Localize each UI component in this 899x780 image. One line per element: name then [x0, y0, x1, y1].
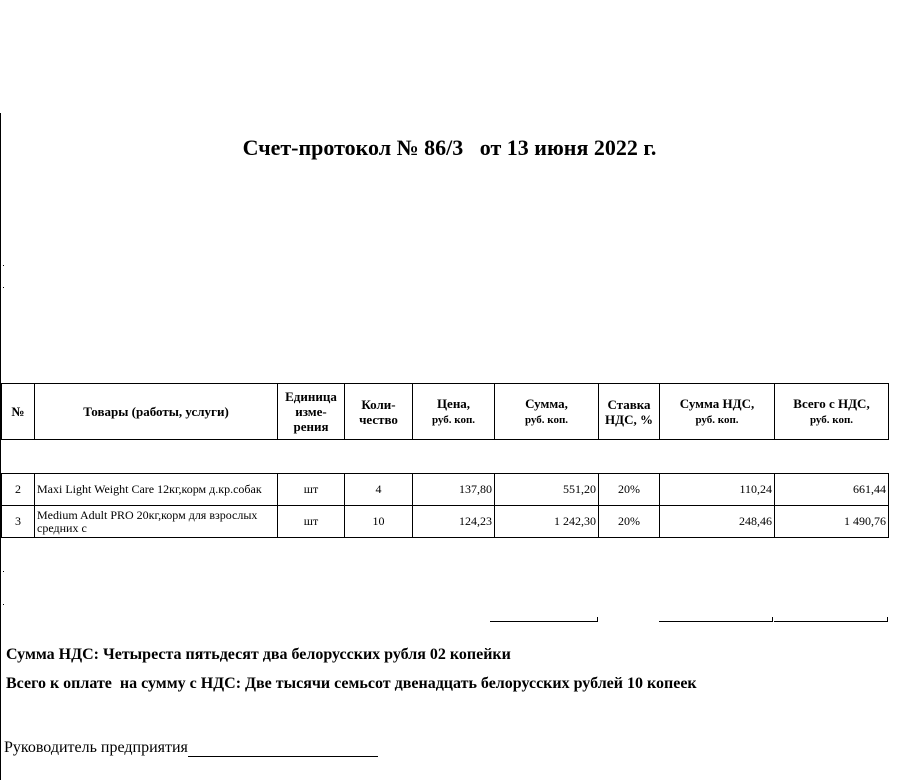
- col-header-number: №: [2, 384, 35, 440]
- total-with-vat: 1 490,76: [775, 506, 889, 538]
- price: 124,23: [413, 506, 495, 538]
- vat-total-line: [659, 617, 773, 622]
- vat-rate: 20%: [599, 474, 660, 506]
- margin-tick: [3, 287, 4, 288]
- spacer-row: [2, 440, 889, 474]
- col-header-goods: Товары (работы, услуги): [35, 384, 278, 440]
- quantity: 4: [345, 474, 413, 506]
- goods-name: Medium Adult PRO 20кг,корм для взрослых средних с: [35, 506, 278, 538]
- vat-amount-in-words: Сумма НДС: Четыреста пятьдесят два белорусских рубля 02 копейки: [6, 646, 511, 663]
- total-amount-in-words: Всего к оплате на сумму с НДС: Две тысячи семьсот двенадцать белорусских рублей 10 копеек: [6, 675, 697, 692]
- sum-total-line: [490, 617, 598, 622]
- goods-name: Maxi Light Weight Care 12кг,корм д.кр.собак: [35, 474, 278, 506]
- vat-rate: 20%: [599, 506, 660, 538]
- header-row: [2, 384, 889, 440]
- col-header-total: Всего с НДС, руб. коп.: [775, 384, 889, 440]
- sum: 1 242,30: [495, 506, 599, 538]
- col-header-vat-sum: Сумма НДС, руб. коп.: [660, 384, 775, 440]
- total-with-vat: 661,44: [775, 474, 889, 506]
- col-header-vat-rate: Ставка НДС, %: [599, 384, 660, 440]
- grand-total-line: [774, 617, 888, 622]
- margin-tick: [3, 571, 4, 572]
- sum: 551,20: [495, 474, 599, 506]
- col-header-sum: Сумма, руб. коп.: [495, 384, 599, 440]
- col-header-quantity: Коли-чество: [345, 384, 413, 440]
- signature-label: Руководитель предприятия: [4, 739, 188, 756]
- margin-tick: [3, 604, 4, 605]
- margin-tick: [3, 265, 4, 266]
- col-header-unit: Единица изме-рения: [278, 384, 345, 440]
- unit: шт: [278, 474, 345, 506]
- signature-block: [4, 739, 378, 757]
- price: 137,80: [413, 474, 495, 506]
- row-number: 2: [2, 474, 35, 506]
- col-header-price: Цена, руб. коп.: [413, 384, 495, 440]
- signature-line: [188, 739, 378, 757]
- table-row: [2, 474, 889, 506]
- unit: шт: [278, 506, 345, 538]
- vat-sum: 110,24: [660, 474, 775, 506]
- document-title: Счет-протокол № 86/3 от 13 июня 2022 г.: [242, 135, 657, 160]
- table-row: [2, 506, 889, 538]
- invoice-table: [1, 383, 889, 538]
- row-number: 3: [2, 506, 35, 538]
- vat-sum: 248,46: [660, 506, 775, 538]
- quantity: 10: [345, 506, 413, 538]
